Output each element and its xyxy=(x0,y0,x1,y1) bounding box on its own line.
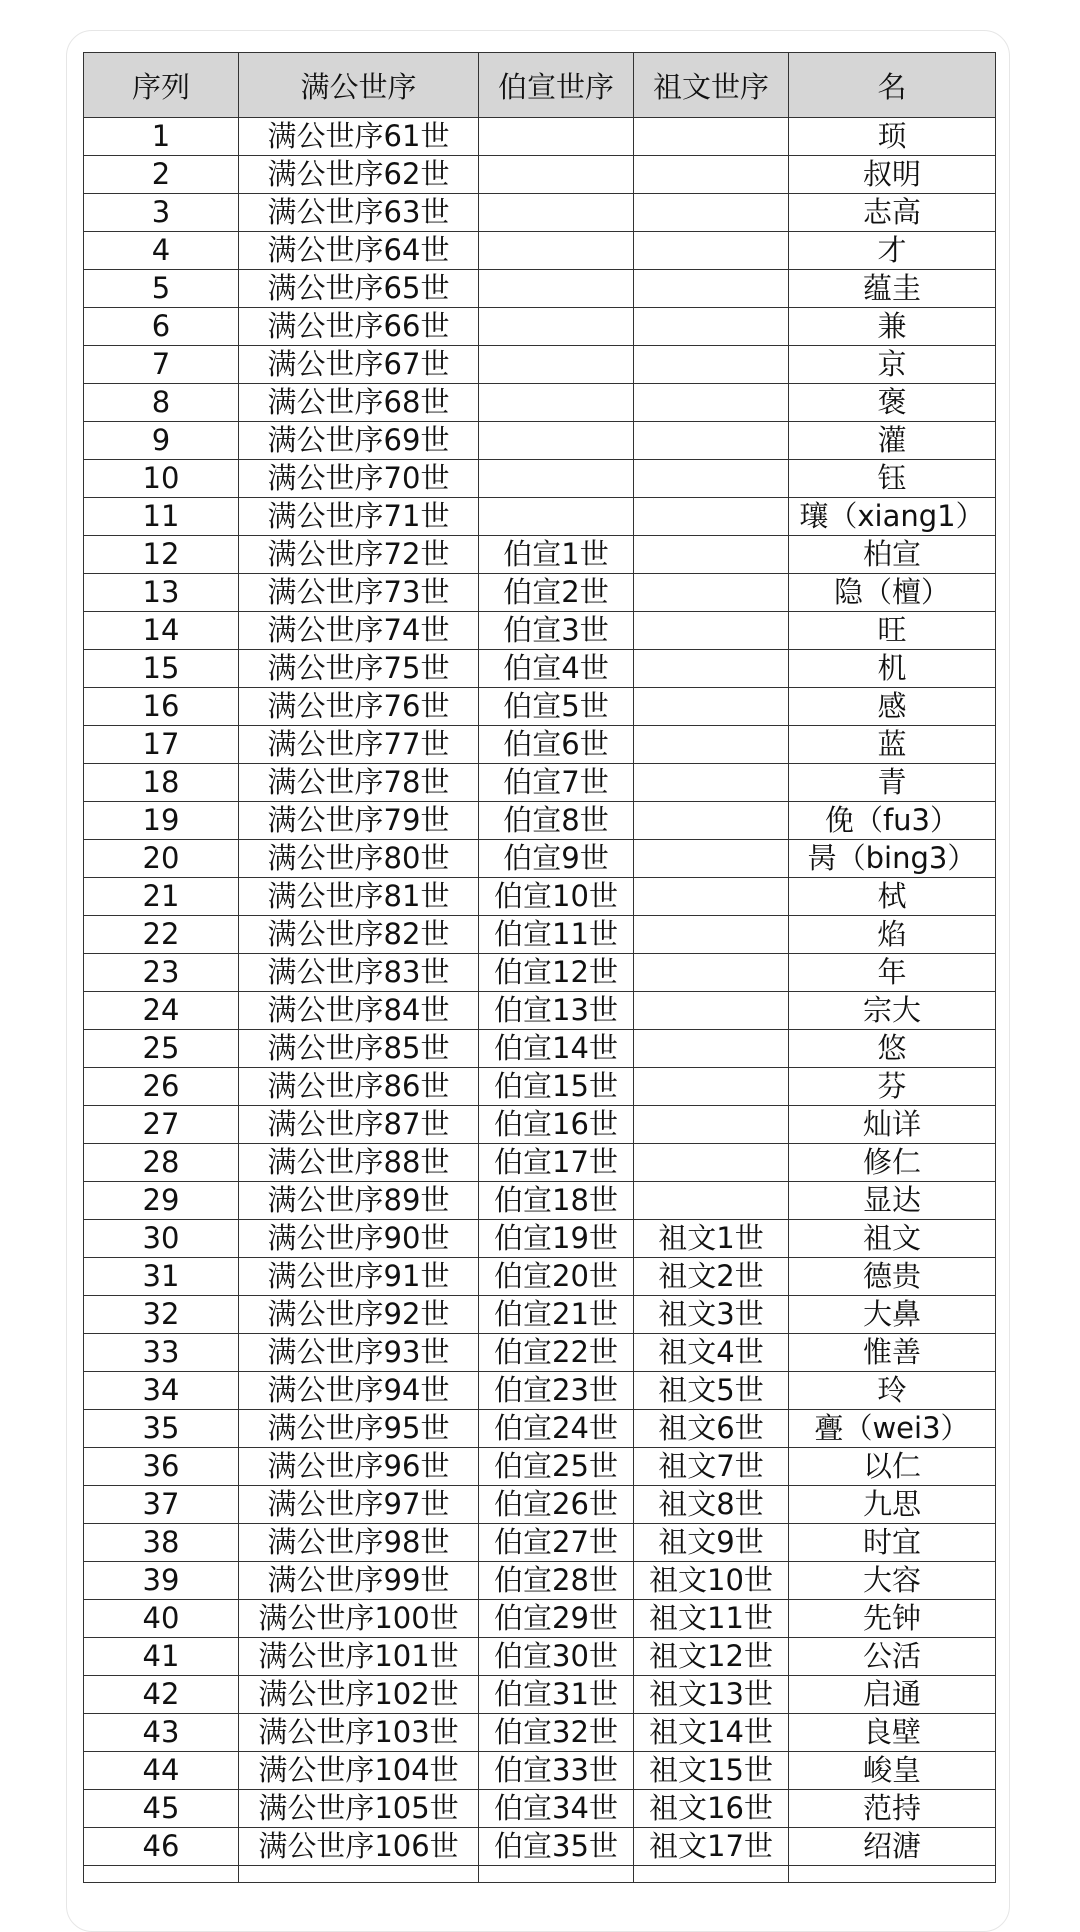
cell-boxuan-generation: 伯宣26世 xyxy=(479,1486,634,1524)
cell-man-generation: 满公世序81世 xyxy=(239,878,479,916)
cell-name: 公活 xyxy=(789,1638,996,1676)
cell-boxuan-generation xyxy=(479,422,634,460)
cell-man-generation: 满公世序91世 xyxy=(239,1258,479,1296)
cell-boxuan-generation xyxy=(479,308,634,346)
cell-name: 良壁 xyxy=(789,1714,996,1752)
table-row xyxy=(84,1030,996,1068)
cell-zuwen-generation xyxy=(634,232,789,270)
cell-index: 20 xyxy=(84,840,239,878)
table-row xyxy=(84,156,996,194)
cell-boxuan-generation xyxy=(479,460,634,498)
table-row xyxy=(84,1524,996,1562)
cell-name: 芬 xyxy=(789,1068,996,1106)
cell-boxuan-generation: 伯宣3世 xyxy=(479,612,634,650)
cell-partial xyxy=(84,1866,239,1883)
cell-name: 德贵 xyxy=(789,1258,996,1296)
cell-zuwen-generation: 祖文4世 xyxy=(634,1334,789,1372)
cell-name: 以仁 xyxy=(789,1448,996,1486)
cell-index: 32 xyxy=(84,1296,239,1334)
cell-man-generation: 满公世序76世 xyxy=(239,688,479,726)
table-row xyxy=(84,1828,996,1866)
table-row xyxy=(84,1448,996,1486)
cell-index: 29 xyxy=(84,1182,239,1220)
cell-index: 28 xyxy=(84,1144,239,1182)
cell-zuwen-generation xyxy=(634,840,789,878)
cell-zuwen-generation xyxy=(634,498,789,536)
cell-index: 36 xyxy=(84,1448,239,1486)
cell-zuwen-generation xyxy=(634,650,789,688)
header-boxuan-generation: 伯宣世序 xyxy=(479,53,634,118)
cell-man-generation: 满公世序89世 xyxy=(239,1182,479,1220)
cell-boxuan-generation: 伯宣28世 xyxy=(479,1562,634,1600)
cell-zuwen-generation: 祖文3世 xyxy=(634,1296,789,1334)
table-row xyxy=(84,1334,996,1372)
cell-index: 24 xyxy=(84,992,239,1030)
cell-man-generation: 满公世序93世 xyxy=(239,1334,479,1372)
cell-man-generation: 满公世序98世 xyxy=(239,1524,479,1562)
cell-man-generation: 满公世序78世 xyxy=(239,764,479,802)
cell-partial xyxy=(634,1866,789,1883)
cell-boxuan-generation xyxy=(479,498,634,536)
table-row xyxy=(84,1258,996,1296)
cell-name: 大容 xyxy=(789,1562,996,1600)
cell-index: 34 xyxy=(84,1372,239,1410)
cell-zuwen-generation: 祖文8世 xyxy=(634,1486,789,1524)
cell-man-generation: 满公世序106世 xyxy=(239,1828,479,1866)
table-row xyxy=(84,1790,996,1828)
cell-index: 17 xyxy=(84,726,239,764)
cell-name: 褒 xyxy=(789,384,996,422)
cell-name: 顼 xyxy=(789,118,996,156)
cell-name: 大鼻 xyxy=(789,1296,996,1334)
cell-man-generation: 满公世序95世 xyxy=(239,1410,479,1448)
cell-zuwen-generation xyxy=(634,688,789,726)
cell-name: 显达 xyxy=(789,1182,996,1220)
cell-boxuan-generation: 伯宣33世 xyxy=(479,1752,634,1790)
cell-name: 灿详 xyxy=(789,1106,996,1144)
genealogy-table-container xyxy=(83,52,995,1883)
table-row xyxy=(84,574,996,612)
cell-zuwen-generation: 祖文17世 xyxy=(634,1828,789,1866)
cell-boxuan-generation: 伯宣29世 xyxy=(479,1600,634,1638)
cell-index: 41 xyxy=(84,1638,239,1676)
cell-boxuan-generation xyxy=(479,118,634,156)
table-row xyxy=(84,1372,996,1410)
cell-boxuan-generation: 伯宣4世 xyxy=(479,650,634,688)
table-row xyxy=(84,878,996,916)
cell-boxuan-generation xyxy=(479,156,634,194)
cell-name: 隐（檀） xyxy=(789,574,996,612)
cell-name: 焰 xyxy=(789,916,996,954)
cell-zuwen-generation xyxy=(634,118,789,156)
table-row xyxy=(84,460,996,498)
cell-man-generation: 满公世序100世 xyxy=(239,1600,479,1638)
cell-index: 40 xyxy=(84,1600,239,1638)
cell-zuwen-generation xyxy=(634,1182,789,1220)
cell-boxuan-generation: 伯宣24世 xyxy=(479,1410,634,1448)
cell-man-generation: 满公世序75世 xyxy=(239,650,479,688)
cell-zuwen-generation: 祖文16世 xyxy=(634,1790,789,1828)
cell-zuwen-generation: 祖文2世 xyxy=(634,1258,789,1296)
cell-index: 7 xyxy=(84,346,239,384)
cell-name: 栻 xyxy=(789,878,996,916)
cell-index: 38 xyxy=(84,1524,239,1562)
cell-name: 钰 xyxy=(789,460,996,498)
cell-boxuan-generation: 伯宣17世 xyxy=(479,1144,634,1182)
table-row xyxy=(84,1752,996,1790)
cell-man-generation: 满公世序101世 xyxy=(239,1638,479,1676)
cell-boxuan-generation: 伯宣25世 xyxy=(479,1448,634,1486)
cell-boxuan-generation xyxy=(479,346,634,384)
cell-name: 俛（fu3） xyxy=(789,802,996,840)
cell-index: 2 xyxy=(84,156,239,194)
cell-index: 46 xyxy=(84,1828,239,1866)
cell-partial xyxy=(239,1866,479,1883)
cell-name: 兼 xyxy=(789,308,996,346)
cell-name: 峻皇 xyxy=(789,1752,996,1790)
cell-man-generation: 满公世序67世 xyxy=(239,346,479,384)
table-row xyxy=(84,764,996,802)
cell-index: 45 xyxy=(84,1790,239,1828)
cell-index: 15 xyxy=(84,650,239,688)
cell-name: 年 xyxy=(789,954,996,992)
cell-boxuan-generation: 伯宣27世 xyxy=(479,1524,634,1562)
table-row xyxy=(84,498,996,536)
cell-boxuan-generation: 伯宣9世 xyxy=(479,840,634,878)
cell-man-generation: 满公世序70世 xyxy=(239,460,479,498)
cell-zuwen-generation xyxy=(634,346,789,384)
cell-boxuan-generation: 伯宣15世 xyxy=(479,1068,634,1106)
table-row xyxy=(84,1220,996,1258)
cell-boxuan-generation: 伯宣21世 xyxy=(479,1296,634,1334)
cell-man-generation: 满公世序99世 xyxy=(239,1562,479,1600)
cell-name: 亹（wei3） xyxy=(789,1410,996,1448)
cell-zuwen-generation xyxy=(634,612,789,650)
table-row xyxy=(84,384,996,422)
cell-boxuan-generation: 伯宣13世 xyxy=(479,992,634,1030)
cell-boxuan-generation: 伯宣32世 xyxy=(479,1714,634,1752)
cell-man-generation: 满公世序104世 xyxy=(239,1752,479,1790)
table-row-partial xyxy=(84,1866,996,1883)
cell-man-generation: 满公世序94世 xyxy=(239,1372,479,1410)
cell-zuwen-generation xyxy=(634,1144,789,1182)
cell-index: 33 xyxy=(84,1334,239,1372)
cell-man-generation: 满公世序69世 xyxy=(239,422,479,460)
cell-index: 31 xyxy=(84,1258,239,1296)
cell-index: 23 xyxy=(84,954,239,992)
cell-name: 叔明 xyxy=(789,156,996,194)
cell-zuwen-generation: 祖文14世 xyxy=(634,1714,789,1752)
cell-index: 16 xyxy=(84,688,239,726)
cell-name: 玲 xyxy=(789,1372,996,1410)
table-row xyxy=(84,422,996,460)
cell-boxuan-generation xyxy=(479,270,634,308)
cell-name: 启通 xyxy=(789,1676,996,1714)
cell-index: 19 xyxy=(84,802,239,840)
table-row xyxy=(84,1714,996,1752)
cell-boxuan-generation: 伯宣11世 xyxy=(479,916,634,954)
table-row xyxy=(84,840,996,878)
cell-zuwen-generation xyxy=(634,384,789,422)
cell-zuwen-generation: 祖文5世 xyxy=(634,1372,789,1410)
cell-boxuan-generation: 伯宣35世 xyxy=(479,1828,634,1866)
table-row xyxy=(84,612,996,650)
cell-boxuan-generation xyxy=(479,194,634,232)
cell-zuwen-generation xyxy=(634,764,789,802)
table-row xyxy=(84,1296,996,1334)
table-row xyxy=(84,688,996,726)
cell-name: 机 xyxy=(789,650,996,688)
cell-boxuan-generation: 伯宣6世 xyxy=(479,726,634,764)
cell-man-generation: 满公世序74世 xyxy=(239,612,479,650)
table-row xyxy=(84,308,996,346)
cell-man-generation: 满公世序65世 xyxy=(239,270,479,308)
cell-index: 3 xyxy=(84,194,239,232)
cell-index: 11 xyxy=(84,498,239,536)
cell-name: 昺（bing3） xyxy=(789,840,996,878)
cell-man-generation: 满公世序72世 xyxy=(239,536,479,574)
cell-man-generation: 满公世序63世 xyxy=(239,194,479,232)
header-row xyxy=(84,53,996,118)
header-name: 名 xyxy=(789,53,996,118)
table-row xyxy=(84,1144,996,1182)
cell-partial xyxy=(789,1866,996,1883)
cell-index: 5 xyxy=(84,270,239,308)
cell-boxuan-generation: 伯宣19世 xyxy=(479,1220,634,1258)
cell-name: 先钟 xyxy=(789,1600,996,1638)
cell-man-generation: 满公世序96世 xyxy=(239,1448,479,1486)
cell-man-generation: 满公世序103世 xyxy=(239,1714,479,1752)
table-row xyxy=(84,726,996,764)
cell-index: 1 xyxy=(84,118,239,156)
table-row xyxy=(84,1068,996,1106)
cell-man-generation: 满公世序92世 xyxy=(239,1296,479,1334)
cell-index: 4 xyxy=(84,232,239,270)
cell-zuwen-generation: 祖文12世 xyxy=(634,1638,789,1676)
cell-man-generation: 满公世序105世 xyxy=(239,1790,479,1828)
cell-name: 宗大 xyxy=(789,992,996,1030)
cell-zuwen-generation: 祖文6世 xyxy=(634,1410,789,1448)
cell-man-generation: 满公世序85世 xyxy=(239,1030,479,1068)
cell-name: 感 xyxy=(789,688,996,726)
cell-name: 瓖（xiang1） xyxy=(789,498,996,536)
cell-zuwen-generation xyxy=(634,536,789,574)
cell-index: 10 xyxy=(84,460,239,498)
cell-zuwen-generation xyxy=(634,1106,789,1144)
table-row xyxy=(84,232,996,270)
cell-boxuan-generation: 伯宣10世 xyxy=(479,878,634,916)
cell-man-generation: 满公世序83世 xyxy=(239,954,479,992)
table-row xyxy=(84,536,996,574)
cell-index: 27 xyxy=(84,1106,239,1144)
table-header xyxy=(84,53,996,118)
cell-index: 14 xyxy=(84,612,239,650)
cell-zuwen-generation xyxy=(634,916,789,954)
cell-zuwen-generation xyxy=(634,308,789,346)
cell-zuwen-generation xyxy=(634,726,789,764)
cell-boxuan-generation: 伯宣20世 xyxy=(479,1258,634,1296)
cell-zuwen-generation: 祖文15世 xyxy=(634,1752,789,1790)
table-body xyxy=(84,118,996,1883)
cell-zuwen-generation xyxy=(634,992,789,1030)
cell-boxuan-generation: 伯宣30世 xyxy=(479,1638,634,1676)
cell-name: 九思 xyxy=(789,1486,996,1524)
table-row xyxy=(84,118,996,156)
cell-man-generation: 满公世序64世 xyxy=(239,232,479,270)
cell-man-generation: 满公世序97世 xyxy=(239,1486,479,1524)
table-row xyxy=(84,802,996,840)
cell-zuwen-generation: 祖文10世 xyxy=(634,1562,789,1600)
cell-name: 青 xyxy=(789,764,996,802)
table-row xyxy=(84,1600,996,1638)
table-row xyxy=(84,346,996,384)
cell-boxuan-generation: 伯宣7世 xyxy=(479,764,634,802)
cell-boxuan-generation: 伯宣16世 xyxy=(479,1106,634,1144)
cell-man-generation: 满公世序90世 xyxy=(239,1220,479,1258)
cell-index: 8 xyxy=(84,384,239,422)
cell-name: 旺 xyxy=(789,612,996,650)
cell-boxuan-generation xyxy=(479,384,634,422)
cell-index: 43 xyxy=(84,1714,239,1752)
header-index: 序列 xyxy=(84,53,239,118)
cell-man-generation: 满公世序61世 xyxy=(239,118,479,156)
table-row xyxy=(84,1486,996,1524)
cell-zuwen-generation xyxy=(634,802,789,840)
cell-partial xyxy=(479,1866,634,1883)
table-row xyxy=(84,194,996,232)
cell-man-generation: 满公世序73世 xyxy=(239,574,479,612)
cell-man-generation: 满公世序79世 xyxy=(239,802,479,840)
cell-boxuan-generation: 伯宣18世 xyxy=(479,1182,634,1220)
cell-man-generation: 满公世序77世 xyxy=(239,726,479,764)
cell-name: 蓝 xyxy=(789,726,996,764)
cell-name: 才 xyxy=(789,232,996,270)
table-row xyxy=(84,1106,996,1144)
cell-zuwen-generation xyxy=(634,422,789,460)
cell-man-generation: 满公世序102世 xyxy=(239,1676,479,1714)
cell-index: 18 xyxy=(84,764,239,802)
cell-man-generation: 满公世序80世 xyxy=(239,840,479,878)
cell-zuwen-generation xyxy=(634,460,789,498)
cell-index: 26 xyxy=(84,1068,239,1106)
cell-index: 39 xyxy=(84,1562,239,1600)
cell-boxuan-generation: 伯宣5世 xyxy=(479,688,634,726)
cell-boxuan-generation xyxy=(479,232,634,270)
cell-boxuan-generation: 伯宣2世 xyxy=(479,574,634,612)
cell-index: 9 xyxy=(84,422,239,460)
cell-man-generation: 满公世序62世 xyxy=(239,156,479,194)
cell-man-generation: 满公世序68世 xyxy=(239,384,479,422)
cell-name: 绍溏 xyxy=(789,1828,996,1866)
cell-zuwen-generation: 祖文9世 xyxy=(634,1524,789,1562)
cell-boxuan-generation: 伯宣1世 xyxy=(479,536,634,574)
cell-index: 13 xyxy=(84,574,239,612)
header-man-generation: 满公世序 xyxy=(239,53,479,118)
table-row xyxy=(84,954,996,992)
cell-boxuan-generation: 伯宣23世 xyxy=(479,1372,634,1410)
cell-index: 12 xyxy=(84,536,239,574)
table-row xyxy=(84,916,996,954)
cell-index: 35 xyxy=(84,1410,239,1448)
cell-man-generation: 满公世序82世 xyxy=(239,916,479,954)
table-row xyxy=(84,1562,996,1600)
header-zuwen-generation: 祖文世序 xyxy=(634,53,789,118)
genealogy-table xyxy=(83,52,996,1883)
cell-zuwen-generation xyxy=(634,574,789,612)
cell-index: 44 xyxy=(84,1752,239,1790)
cell-man-generation: 满公世序87世 xyxy=(239,1106,479,1144)
cell-zuwen-generation: 祖文7世 xyxy=(634,1448,789,1486)
cell-name: 蕴圭 xyxy=(789,270,996,308)
cell-boxuan-generation: 伯宣34世 xyxy=(479,1790,634,1828)
table-row xyxy=(84,1182,996,1220)
cell-zuwen-generation xyxy=(634,194,789,232)
table-row xyxy=(84,650,996,688)
table-row xyxy=(84,992,996,1030)
cell-zuwen-generation xyxy=(634,1030,789,1068)
cell-zuwen-generation xyxy=(634,270,789,308)
table-row xyxy=(84,270,996,308)
cell-name: 柏宣 xyxy=(789,536,996,574)
cell-name: 悠 xyxy=(789,1030,996,1068)
cell-boxuan-generation: 伯宣31世 xyxy=(479,1676,634,1714)
cell-man-generation: 满公世序84世 xyxy=(239,992,479,1030)
cell-zuwen-generation: 祖文1世 xyxy=(634,1220,789,1258)
cell-index: 22 xyxy=(84,916,239,954)
cell-index: 37 xyxy=(84,1486,239,1524)
cell-zuwen-generation xyxy=(634,954,789,992)
cell-zuwen-generation: 祖文13世 xyxy=(634,1676,789,1714)
cell-name: 惟善 xyxy=(789,1334,996,1372)
cell-index: 42 xyxy=(84,1676,239,1714)
cell-boxuan-generation: 伯宣22世 xyxy=(479,1334,634,1372)
cell-zuwen-generation xyxy=(634,878,789,916)
cell-name: 祖文 xyxy=(789,1220,996,1258)
cell-name: 京 xyxy=(789,346,996,384)
cell-name: 修仁 xyxy=(789,1144,996,1182)
cell-boxuan-generation: 伯宣12世 xyxy=(479,954,634,992)
cell-index: 25 xyxy=(84,1030,239,1068)
cell-zuwen-generation xyxy=(634,1068,789,1106)
cell-zuwen-generation xyxy=(634,156,789,194)
cell-man-generation: 满公世序88世 xyxy=(239,1144,479,1182)
cell-man-generation: 满公世序86世 xyxy=(239,1068,479,1106)
cell-index: 6 xyxy=(84,308,239,346)
table-row xyxy=(84,1410,996,1448)
cell-name: 范持 xyxy=(789,1790,996,1828)
cell-name: 志高 xyxy=(789,194,996,232)
cell-zuwen-generation: 祖文11世 xyxy=(634,1600,789,1638)
cell-man-generation: 满公世序66世 xyxy=(239,308,479,346)
cell-index: 30 xyxy=(84,1220,239,1258)
cell-man-generation: 满公世序71世 xyxy=(239,498,479,536)
cell-boxuan-generation: 伯宣14世 xyxy=(479,1030,634,1068)
cell-name: 时宜 xyxy=(789,1524,996,1562)
cell-boxuan-generation: 伯宣8世 xyxy=(479,802,634,840)
cell-index: 21 xyxy=(84,878,239,916)
table-row xyxy=(84,1676,996,1714)
cell-name: 灌 xyxy=(789,422,996,460)
table-row xyxy=(84,1638,996,1676)
